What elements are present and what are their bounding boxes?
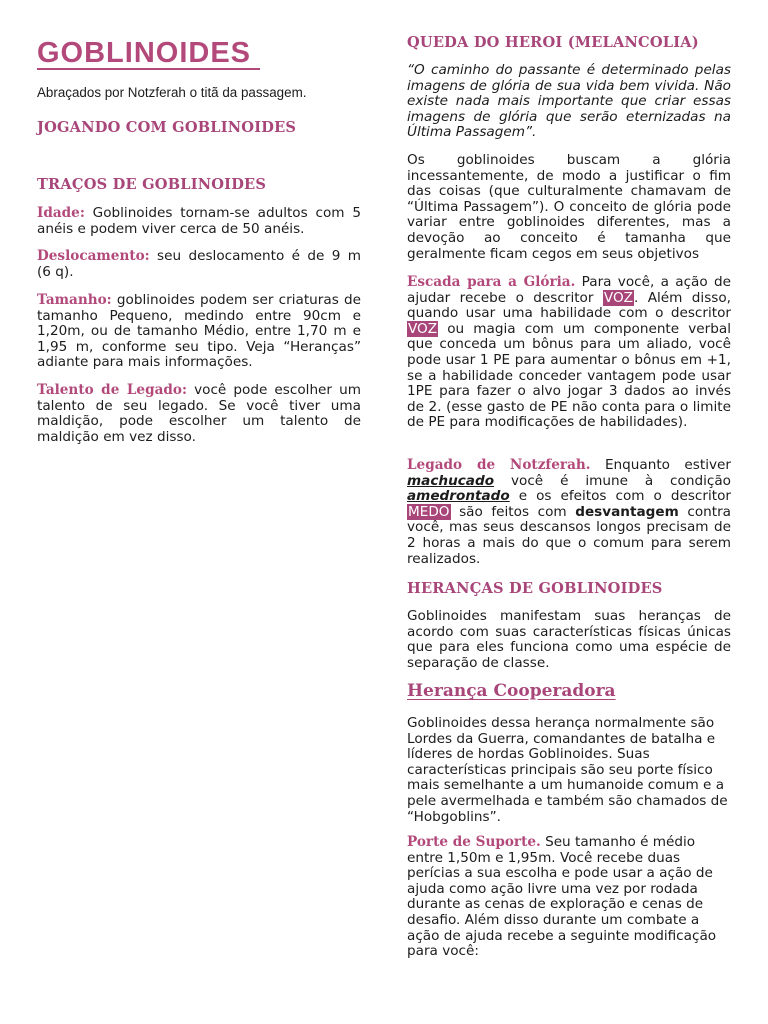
herancas-paragraph: Goblinoides manifestam suas heranças de acordo com suas características físicas únicas que para eles funciona como uma espécie de separação de classe. [407,608,731,671]
escada-text: ou magia com um componente verbal que conceda um bônus para um aliado, você pode usar 1 PE para aumentar o bônus em +1, se a habilidade conceder vantagem pode usar 1PE para fazer o alvo jogar 3 dados ao invés de 2. (esse gasto de PE não conta para o limite de PE para modificações de habilidades). [407,320,731,431]
cooperadora-paragraph: Goblinoides dessa herança normalmente são Lordes da Guerra, comandantes de batalha e líderes de hordas Goblinoides. Suas características principais são seu porte físico mais semelhante a um humanoide comum e a pele avermelhada e também são chamados de “Hobgoblins”. [407,715,728,825]
descriptor-tag-voz: VOZ [603,289,633,306]
trait-tamanho [37,293,361,371]
legado-label: Legado de Notzferah. [407,457,591,473]
heading-queda: QUEDA DO HEROI (MELANCOLIA) [407,34,699,51]
trait-talento [37,383,361,445]
trait-idade [37,206,361,237]
escada-text: Para você, a ação de ajudar recebe o descritor [407,274,731,306]
heading-cooperadora: Herança Cooperadora [407,681,616,701]
escada-text: . Além disso, quando usar uma habilidade com o descritor [407,289,732,322]
trait-label: Talento de Legado: [37,382,187,398]
descriptor-tag-voz: VOZ [408,320,438,337]
escada-label: Escada para a Glória. [407,274,576,290]
porte-paragraph [407,835,731,960]
desvantagem: desvantagem [575,503,679,520]
trait-deslocamento [37,249,361,280]
trait-label: Idade: [37,205,85,221]
subtitle: Abraçados por Notzferah o titã da passagem. [37,85,307,100]
descriptor-tag-medo: MEDO [408,503,450,520]
gloria-paragraph: Os goblinoides buscam a glória incessantemente, de modo a justificar o fim das coisas (que culturalmente chamavam de “Última Passagem”). O conceito de glória pode variar entre goblinoides diferentes, mas a devoção ao conceito é tamanha que geralmente ficam cegos em seus objetivos [407,152,731,262]
trait-label: Tamanho: [37,292,112,308]
heading-herancas: HERANÇAS DE GOBLINOIDES [407,580,663,597]
heading-jogando: JOGANDO COM GOBLINOIDES [37,119,297,136]
trait-text: seu deslocamento é de 9 m (6 q). [37,248,361,280]
escada-paragraph [407,275,731,431]
quote: “O caminho do passante é determinado pelas imagens de glória de sua vida bem vivida. Não existe nada mais importante que criar essas imagens de glória que serão eternizadas na Última Passagem”. [407,62,731,141]
legado-paragraph [407,458,731,567]
legado-text: você é imune à condição [510,472,731,489]
heading-tracos: TRAÇOS DE GOBLINOIDES [37,176,267,193]
porte-text: Seu tamanho é médio entre 1,50m e 1,95m. Você recebe duas perícias a sua escolha e pode usar a ação de ajuda como ação livre uma vez por rodada durante as cenas de exploração e cenas de desafio. Além disso durante um combate a ação de ajuda recebe a seguinte modificação para você: [407,834,717,960]
trait-text: goblinoides podem ser criaturas de tamanho Pequeno, medindo entre 90cm e 1,20m, ou de tamanho Médio, entre 1,70 m e 1,95 m, conforme seu tipo. Veja “Heranças” adiante para mais informações. [37,292,361,371]
page-title: GOBLINOIDES [37,38,260,70]
legado-text: e os efeitos com o descritor [518,488,731,505]
legado-text: contra você, mas seus descansos longos precisam de 2 horas a mais do que o comum para serem realizados. [407,503,731,567]
trait-label: Deslocamento: [37,248,150,264]
trait-text: você pode escolher um talento de seu legado. Se você tiver uma maldição, pode escolher um talento de maldição em vez disso. [37,382,361,445]
legado-text: Enquanto estiver [604,457,731,473]
legado-text: são feitos com [459,503,567,520]
condition-amedrontado: amedrontado [407,488,510,505]
trait-text: Goblinoides tornam-se adultos com 5 anéis e podem viver cerca de 50 anéis. [37,205,361,237]
condition-machucado: machucado [407,472,495,489]
porte-label: Porte de Suporte. [407,834,541,850]
